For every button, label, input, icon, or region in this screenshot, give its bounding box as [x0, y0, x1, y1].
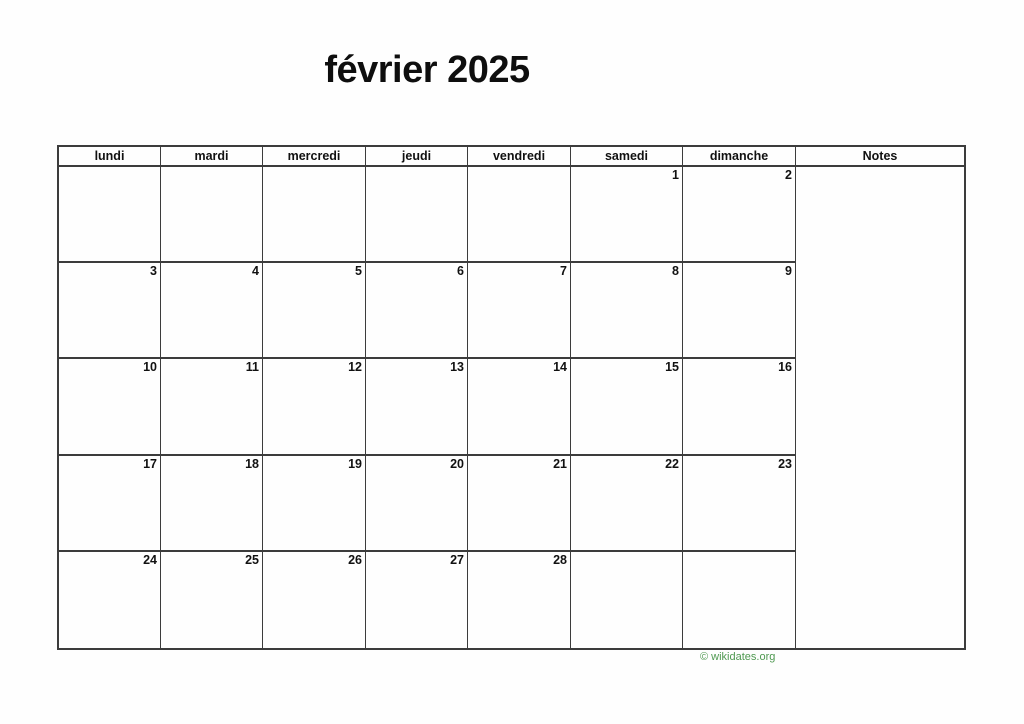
day-cell: 19	[263, 456, 366, 552]
day-header-wednesday: mercredi	[263, 147, 366, 167]
day-cell: 6	[366, 263, 468, 359]
day-cell: 21	[468, 456, 571, 552]
day-header-thursday: jeudi	[366, 147, 468, 167]
day-cell: 9	[683, 263, 796, 359]
day-header-tuesday: mardi	[161, 147, 263, 167]
watermark-credit: © wikidates.org	[700, 651, 776, 663]
day-cell: 27	[366, 552, 468, 648]
day-cell	[366, 167, 468, 263]
day-cell: 17	[59, 456, 161, 552]
day-cell: 15	[571, 359, 683, 455]
calendar-table	[57, 145, 966, 650]
day-cell: 7	[468, 263, 571, 359]
day-cell: 8	[571, 263, 683, 359]
notes-header: Notes	[796, 147, 964, 167]
page-title: février 2025	[324, 49, 530, 91]
day-cell: 28	[468, 552, 571, 648]
day-cell: 18	[161, 456, 263, 552]
day-cell: 20	[366, 456, 468, 552]
day-cell	[59, 167, 161, 263]
day-header-friday: vendredi	[468, 147, 571, 167]
day-header-sunday: dimanche	[683, 147, 796, 167]
day-cell: 16	[683, 359, 796, 455]
day-cell	[263, 167, 366, 263]
day-cell: 12	[263, 359, 366, 455]
day-cell: 14	[468, 359, 571, 455]
day-cell: 4	[161, 263, 263, 359]
notes-cell	[796, 167, 964, 648]
day-cell: 10	[59, 359, 161, 455]
day-cell: 11	[161, 359, 263, 455]
day-header-monday: lundi	[59, 147, 161, 167]
day-cell: 5	[263, 263, 366, 359]
day-header-saturday: samedi	[571, 147, 683, 167]
day-cell: 13	[366, 359, 468, 455]
day-cell: 22	[571, 456, 683, 552]
day-cell: 1	[571, 167, 683, 263]
day-cell: 3	[59, 263, 161, 359]
day-cell	[468, 167, 571, 263]
day-cell: 23	[683, 456, 796, 552]
day-cell: 25	[161, 552, 263, 648]
day-cell: 24	[59, 552, 161, 648]
day-cell: 26	[263, 552, 366, 648]
day-cell	[161, 167, 263, 263]
day-cell: 2	[683, 167, 796, 263]
day-cell	[683, 552, 796, 648]
day-cell	[571, 552, 683, 648]
